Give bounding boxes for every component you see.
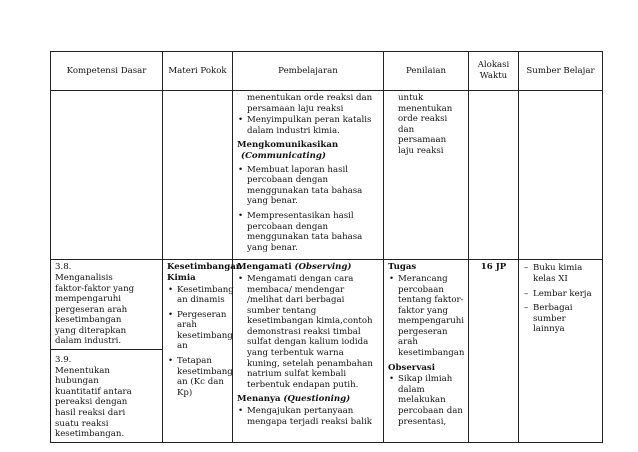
list-item: • Tetapan kesetimbang an (Kc dan Kp) (177, 356, 228, 398)
observasi-title: Observasi (388, 362, 435, 373)
tugas-title: Tugas (388, 262, 417, 273)
cell-materi-empty (163, 91, 233, 260)
list-item: • Sikap ilmiah dalam melakukan percobaan dan presentasi, (398, 374, 464, 427)
cell-kd-3-8 (51, 260, 163, 350)
list-item: • Menyimpulkan peran katalis dalam industri kimia. (247, 115, 379, 136)
questioning-label: (Questioning) (283, 394, 351, 405)
list-item: • Merancang percobaan tentang faktor-faktor yang mempengaruhi pergeseran arah kesetimbangan (398, 274, 464, 359)
cell-penilaian-continued (384, 91, 469, 260)
cell-alokasi-empty (469, 91, 519, 260)
header-kompetensi-dasar: Kompetensi Dasar (51, 52, 163, 91)
header-sumber-belajar: Sumber Belajar (519, 52, 603, 91)
kd-number: 3.8. (55, 262, 72, 273)
mengamati-list (237, 274, 379, 391)
cell-materi-pokok (163, 260, 243, 443)
kd-text: Menganalisis faktor-faktor yang mempengaruhi pergeseran arah kesetimbangan yang diterapkan dalam industri. (55, 272, 135, 347)
cell-kd-empty (51, 91, 163, 260)
table-row-kd-3-8 (51, 260, 603, 350)
header-materi-pokok: Materi Pokok (163, 52, 233, 91)
cell-sumber-empty (519, 91, 603, 260)
kd-text: Menentukan hubungan kuantitatif antara pereaksi dengan hasil reaksi dari suatu reaksi kesetimbangan. (55, 365, 132, 440)
cell-pembelajaran-continued (233, 91, 384, 260)
pembelajaran-continued-text: menentukan orde reaksi dan persamaan laju reaksi (247, 93, 373, 114)
header-penilaian: Penilaian (384, 52, 469, 91)
list-item: – Buku kimia kelas XI (533, 263, 598, 284)
list-item: • Pergeseran arah kesetimbang an (177, 310, 228, 352)
cell-alokasi-waktu: 16 JP (469, 260, 519, 443)
penilaian-continued-text: untuk menentukan orde reaksi dan persamaan laju reaksi (398, 93, 453, 156)
communicating-subtitle: (Communicating) (241, 150, 326, 161)
header-alokasi-waktu: Alokasi Waktu (469, 52, 519, 91)
observasi-list (388, 374, 464, 427)
syllabus-table (50, 51, 603, 443)
list-item: – Lembar kerja (533, 289, 598, 300)
mengkomunikasikan-title: Mengkomunikasikan (237, 140, 339, 151)
list-item: • Membuat laporan hasil percobaan dengan menggunakan tata bahasa yang benar. (247, 165, 379, 207)
materi-title: Kesetimbangan Kimia (167, 262, 243, 283)
cell-pembelajaran (233, 260, 384, 443)
cell-penilaian (384, 260, 469, 443)
list-item: • Mengamati dengan cara membaca/ mendengar /melihat dari berbagai sumber tentang kesetimbangan kimia,contoh demonstrasi reaksi timbal sulfat dengan kalium iodida yang terbentuk warna kuning, setelah penambahan natrium sulfat kembali terbentuk endapan putih. (247, 274, 379, 391)
observing-label: (Observing) (294, 262, 352, 273)
tugas-list (388, 274, 464, 359)
header-pembelajaran: Pembelajaran (233, 52, 384, 91)
menanya-title: Menanya (237, 394, 281, 405)
list-item: • Mempresentasikan hasil percobaan dengan menggunakan tata bahasa yang benar. (247, 211, 379, 253)
menanya-heading (237, 394, 379, 405)
menanya-list (237, 406, 379, 427)
list-item: • Mengajukan pertanyaan mengapa terjadi reaksi balik (247, 406, 379, 427)
mengamati-heading (237, 262, 379, 273)
table-row-continuation (51, 91, 603, 260)
mengamati-title: Mengamati (237, 262, 292, 273)
list-item: • Kesetimbang an dinamis (177, 285, 228, 306)
materi-list (167, 284, 234, 399)
kd-number: 3.9. (55, 355, 72, 366)
header-row (51, 52, 603, 91)
cell-sumber-belajar (519, 260, 603, 443)
sumber-list (523, 263, 598, 335)
cell-kd-3-9 (51, 350, 163, 443)
mengkomunikasikan-list (237, 165, 379, 254)
pembelajaran-list (237, 115, 379, 136)
list-item: – Berbagai sumber lainnya (533, 303, 598, 335)
